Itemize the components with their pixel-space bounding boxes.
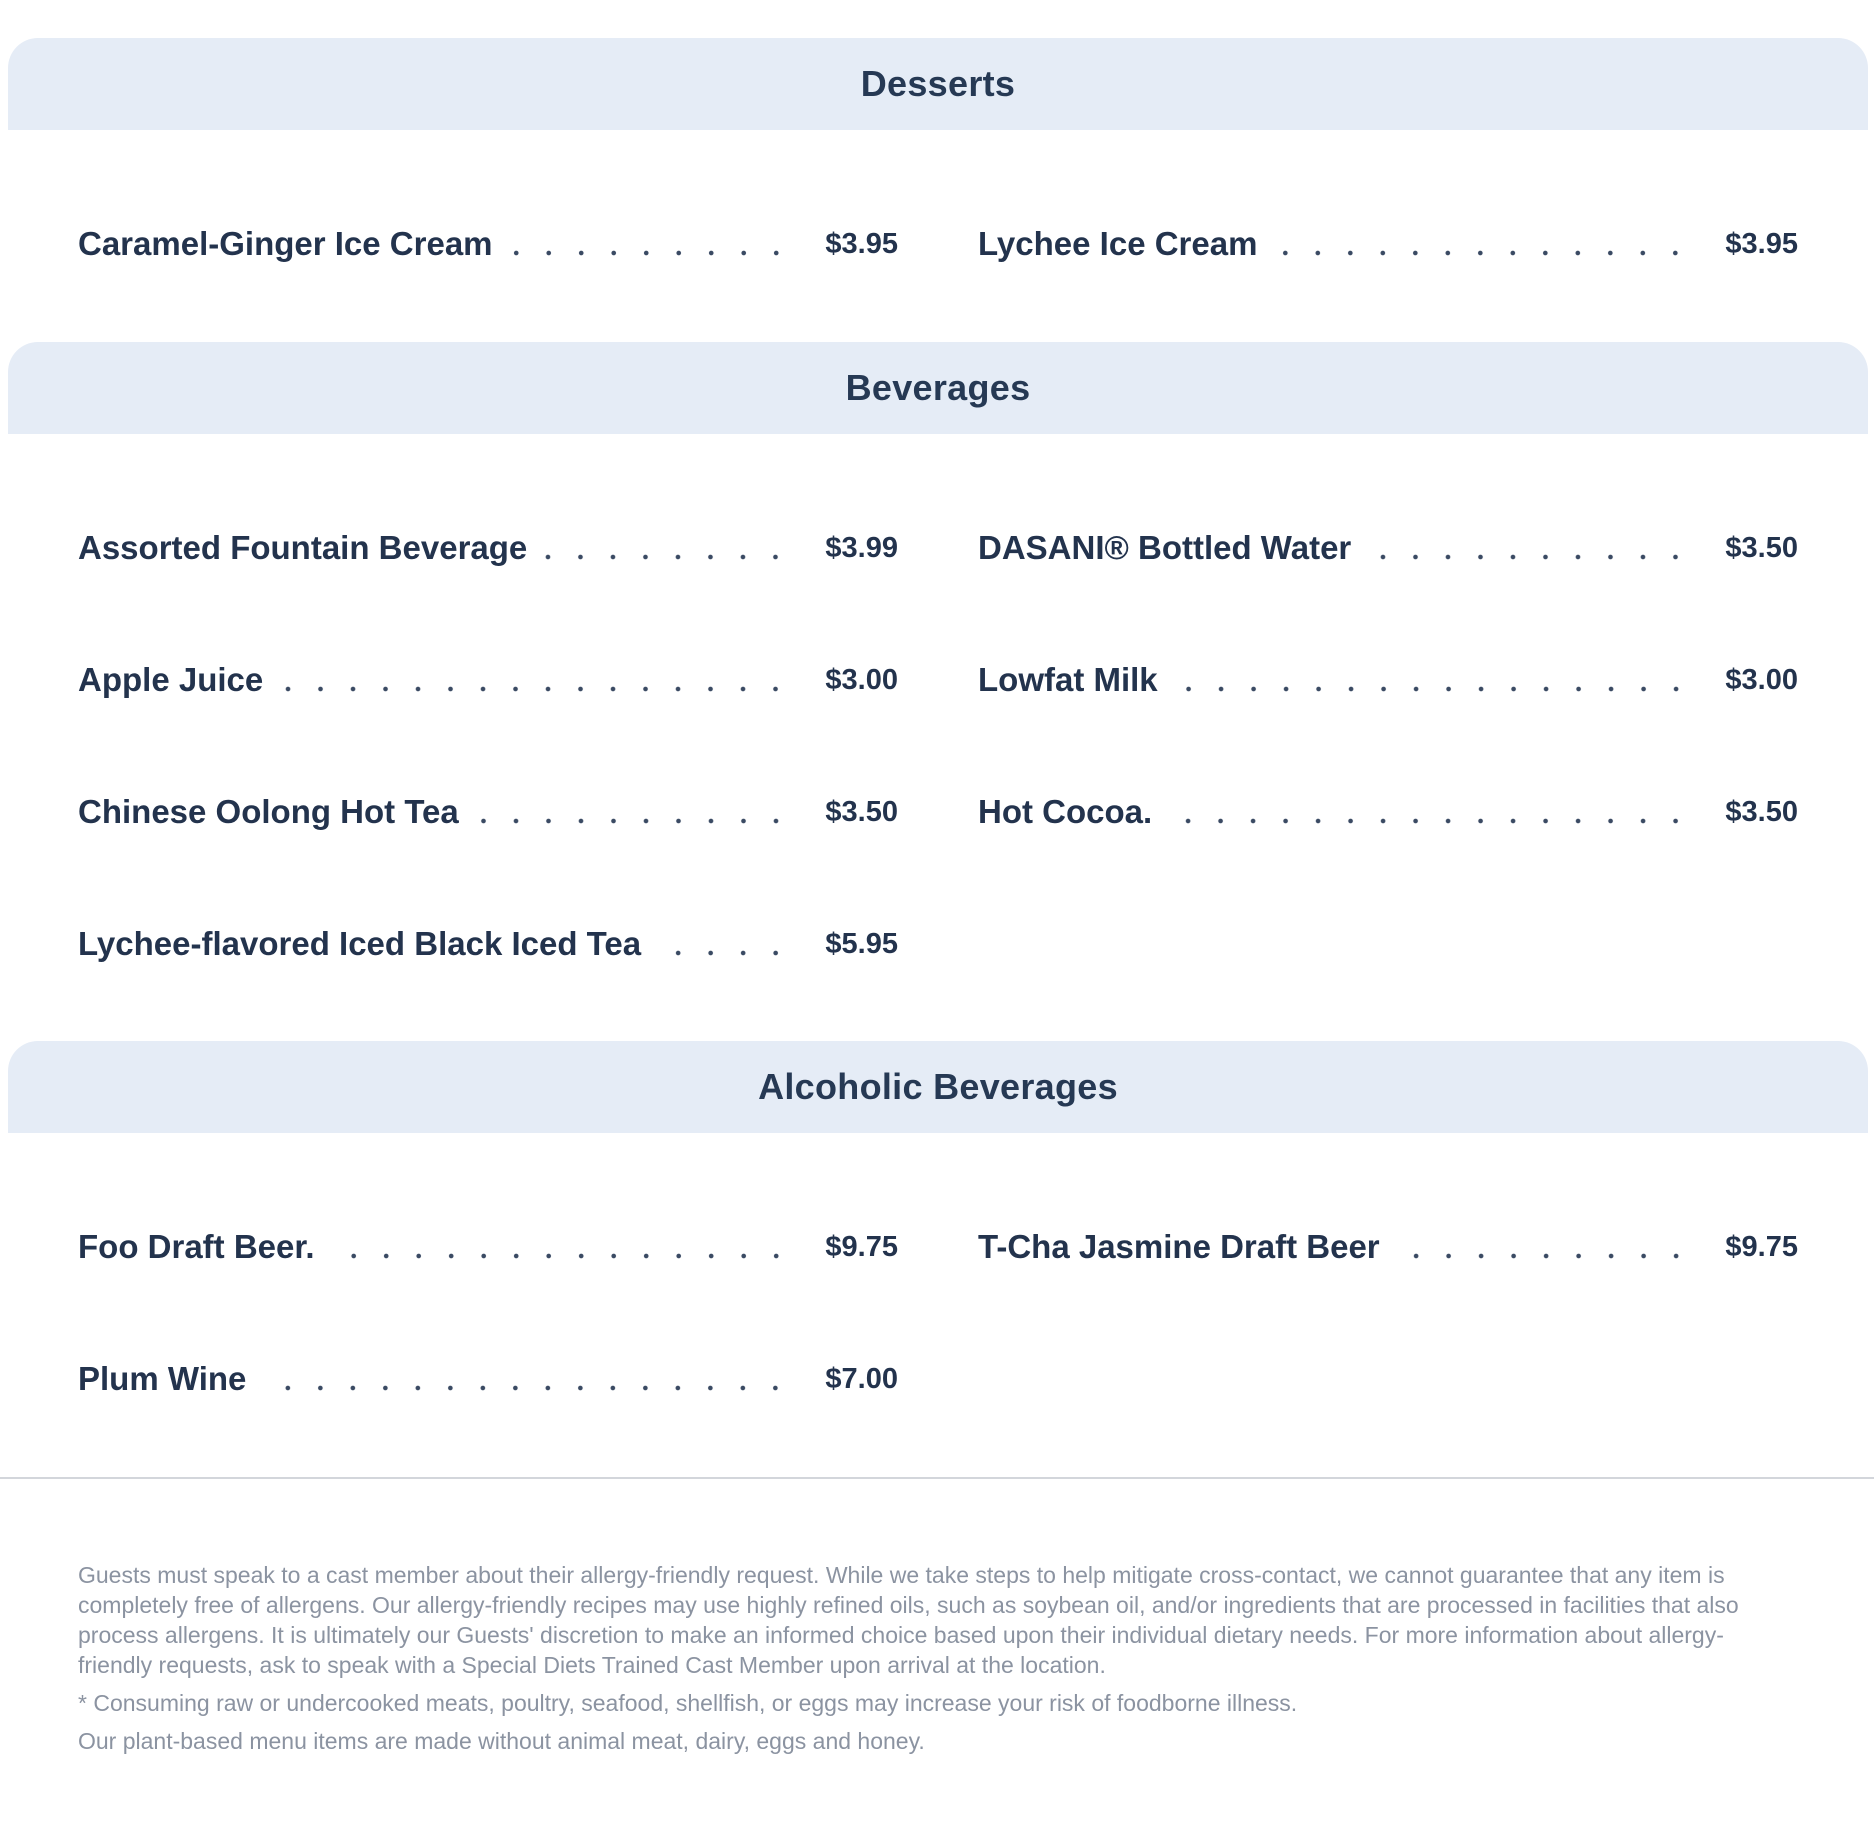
dot-leader bbox=[1392, 1252, 1692, 1260]
item-price: $3.95 bbox=[1725, 227, 1798, 260]
dot-leader bbox=[327, 1252, 792, 1260]
plant-based-note: Our plant-based menu items are made without animal meat, dairy, eggs and honey. bbox=[78, 1728, 925, 1754]
section-alcoholic-beverages bbox=[8, 1041, 1868, 1397]
item-name: Apple Juice bbox=[78, 661, 264, 698]
dot-leader bbox=[1363, 553, 1692, 561]
item-price: $3.00 bbox=[825, 663, 898, 696]
item-name: Chinese Oolong Hot Tea bbox=[78, 793, 459, 830]
menu-item bbox=[78, 788, 898, 836]
dot-leader bbox=[653, 949, 792, 957]
menu-item bbox=[978, 788, 1798, 836]
menu-item bbox=[78, 920, 898, 968]
item-price: $3.95 bbox=[825, 227, 898, 260]
item-price: $3.99 bbox=[825, 531, 898, 564]
section-title: Desserts bbox=[860, 63, 1016, 104]
dot-leader bbox=[471, 817, 792, 825]
section-title: Alcoholic Beverages bbox=[758, 1066, 1118, 1107]
menu-item bbox=[978, 656, 1798, 704]
menu-item bbox=[978, 524, 1798, 572]
menu-item bbox=[78, 656, 898, 704]
raw-food-note: * Consuming raw or undercooked meats, poultry, seafood, shellfish, or eggs may increase your risk of foodborne illness. bbox=[78, 1690, 1298, 1716]
allergy-note: Guests must speak to a cast member about their allergy-friendly request. While we take steps to help mitigate cross-contact, we cannot guarantee that any item is completely free of allergens. Our allergy-friendly recipes may use highly refined oils, such as soybean oil, and/or ingredients that are processed in facilities that also process allergens. It is ultimately our Guests' discretion to make an informed choice based upon their individual dietary needs. For more information about allergy-friendly requests, ask to speak with a Special Diets Trained Cast Member upon arrival at the location. bbox=[78, 1562, 1739, 1678]
section-title: Beverages bbox=[845, 367, 1031, 408]
item-name: Lowfat Milk bbox=[978, 661, 1158, 698]
dot-leader bbox=[539, 553, 792, 561]
item-price: $3.50 bbox=[1725, 531, 1798, 564]
menu-item bbox=[978, 220, 1798, 268]
item-price: $3.50 bbox=[825, 795, 898, 828]
menu-item bbox=[78, 1355, 898, 1403]
item-price: $9.75 bbox=[825, 1230, 898, 1263]
section-beverages bbox=[8, 342, 1868, 962]
item-price: $3.50 bbox=[1725, 795, 1798, 828]
item-name: Caramel-Ginger Ice Cream bbox=[78, 225, 493, 262]
item-price: $9.75 bbox=[1725, 1230, 1798, 1263]
item-name: Lychee-flavored Iced Black Iced Tea bbox=[78, 925, 642, 962]
item-name: DASANI® Bottled Water bbox=[978, 529, 1352, 566]
dot-leader bbox=[1170, 685, 1692, 693]
footer-notes bbox=[78, 1560, 1778, 1764]
section-header bbox=[8, 342, 1868, 434]
menu-item bbox=[78, 524, 898, 572]
item-name: Foo Draft Beer. bbox=[78, 1228, 315, 1265]
section-header bbox=[8, 1041, 1868, 1133]
menu-item bbox=[78, 220, 898, 268]
item-price: $5.95 bbox=[825, 927, 898, 960]
dot-leader bbox=[275, 685, 792, 693]
dot-leader bbox=[505, 249, 792, 257]
menu-item bbox=[978, 1223, 1798, 1271]
item-name: Plum Wine bbox=[78, 1360, 247, 1397]
item-price: $3.00 bbox=[1725, 663, 1798, 696]
section-header bbox=[8, 38, 1868, 130]
item-price: $7.00 bbox=[825, 1362, 898, 1395]
item-name: Assorted Fountain Beverage bbox=[78, 529, 528, 566]
divider bbox=[0, 1477, 1874, 1479]
dot-leader bbox=[258, 1384, 792, 1392]
item-name: Lychee Ice Cream bbox=[978, 225, 1258, 262]
dot-leader bbox=[1164, 817, 1692, 825]
menu-item bbox=[78, 1223, 898, 1271]
item-name: Hot Cocoa. bbox=[978, 793, 1153, 830]
dot-leader bbox=[1269, 249, 1692, 257]
item-name: T-Cha Jasmine Draft Beer bbox=[978, 1228, 1380, 1265]
section-desserts bbox=[8, 38, 1868, 262]
